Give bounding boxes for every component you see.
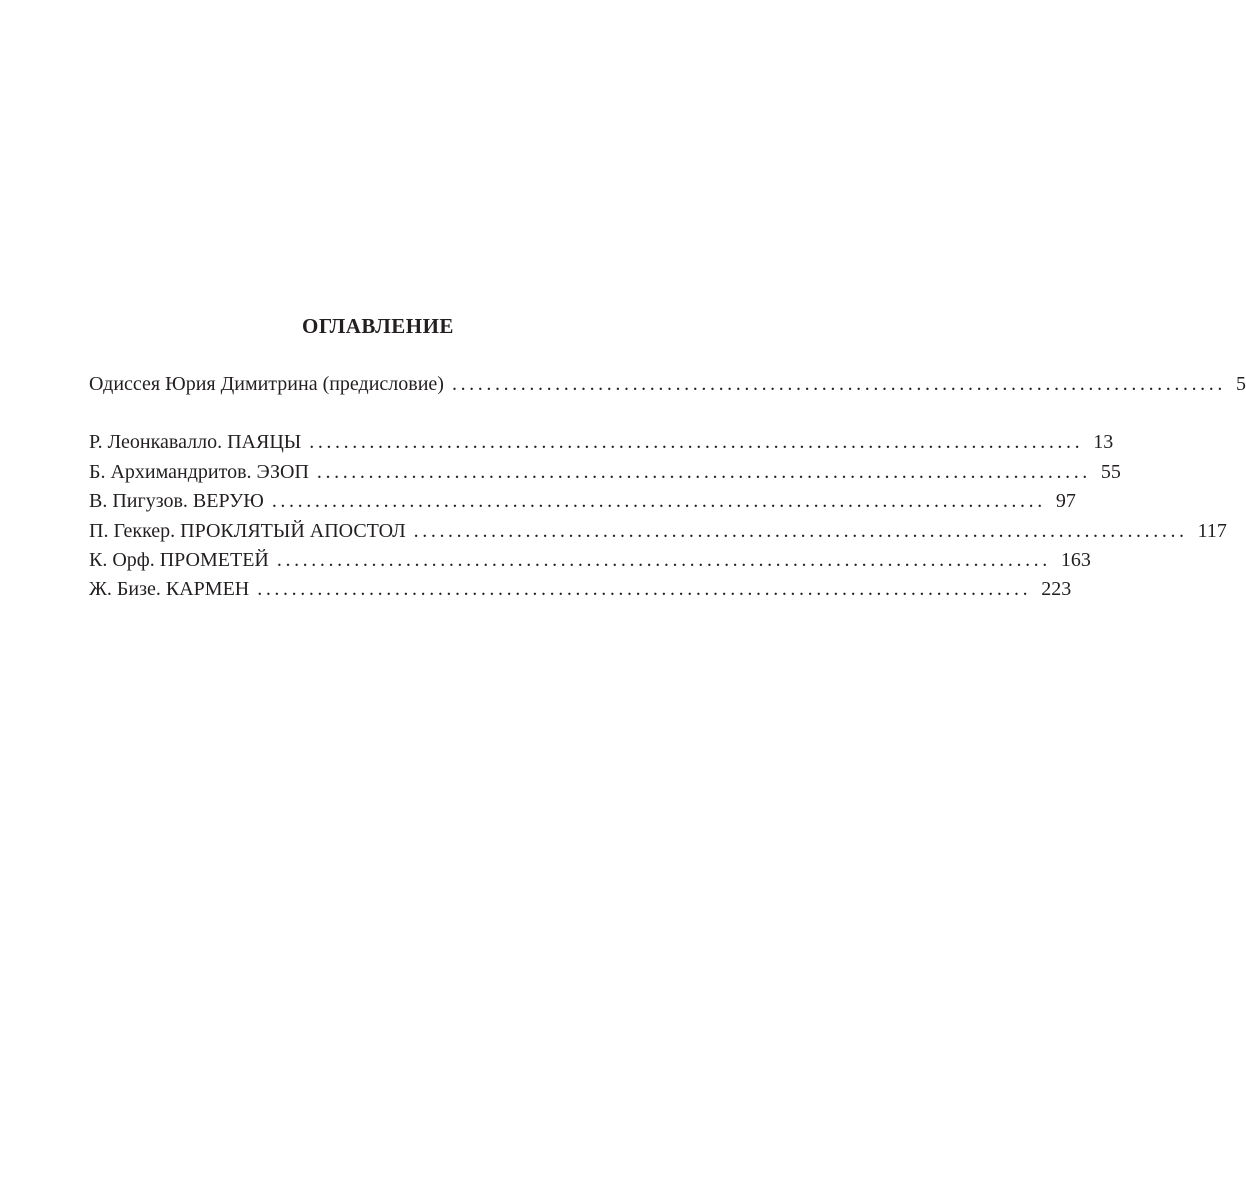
dot-leader: .......................................................................................... (316, 460, 1091, 483)
toc-entry (89, 575, 1072, 604)
toc-entry-title: П. Геккер. ПРОКЛЯТЫЙ АПОСТОЛ (89, 519, 406, 542)
toc-entry (89, 546, 1091, 575)
toc-entry-title: Одиссея Юрия Димитрина (предисловие) (89, 373, 444, 395)
dot-leader: .......................................................................................... (271, 490, 1046, 513)
dot-leader: .......................................................................................... (309, 431, 1084, 454)
dot-leader: .......................................................................................... (413, 519, 1188, 542)
dot-leader: .......................................................................................... (451, 373, 1226, 395)
dot-leader: .......................................................................................... (276, 548, 1051, 571)
toc-entry (89, 428, 1114, 457)
toc-entry-title: Р. Леонкавалло. ПАЯЦЫ (89, 431, 302, 454)
toc-entry-title: К. Орф. ПРОМЕТЕЙ (89, 548, 269, 571)
toc-entry-page: 55 (1100, 460, 1121, 483)
toc-entry (89, 458, 1121, 487)
toc-entry (89, 487, 1076, 516)
dot-leader: .......................................................................................... (257, 578, 1032, 601)
toc-entry (89, 517, 1227, 546)
page-title: ОГЛАВЛЕНИЕ (302, 314, 454, 338)
toc-entry-page: 97 (1055, 490, 1076, 513)
toc-entry-page: 117 (1197, 519, 1227, 542)
toc-entry-preface (89, 370, 1246, 399)
toc-entry-page: 5 (1235, 373, 1246, 395)
table-of-contents (89, 370, 1246, 605)
toc-entry-title: Б. Архимандритов. ЭЗОП (89, 460, 309, 483)
toc-entry-title: Ж. Бизе. КАРМЕН (89, 578, 250, 601)
toc-entry-title: В. Пигузов. ВЕРУЮ (89, 490, 264, 513)
toc-entry-page: 13 (1093, 431, 1114, 454)
toc-entry-page: 223 (1041, 578, 1072, 601)
toc-entry-page: 163 (1060, 548, 1091, 571)
